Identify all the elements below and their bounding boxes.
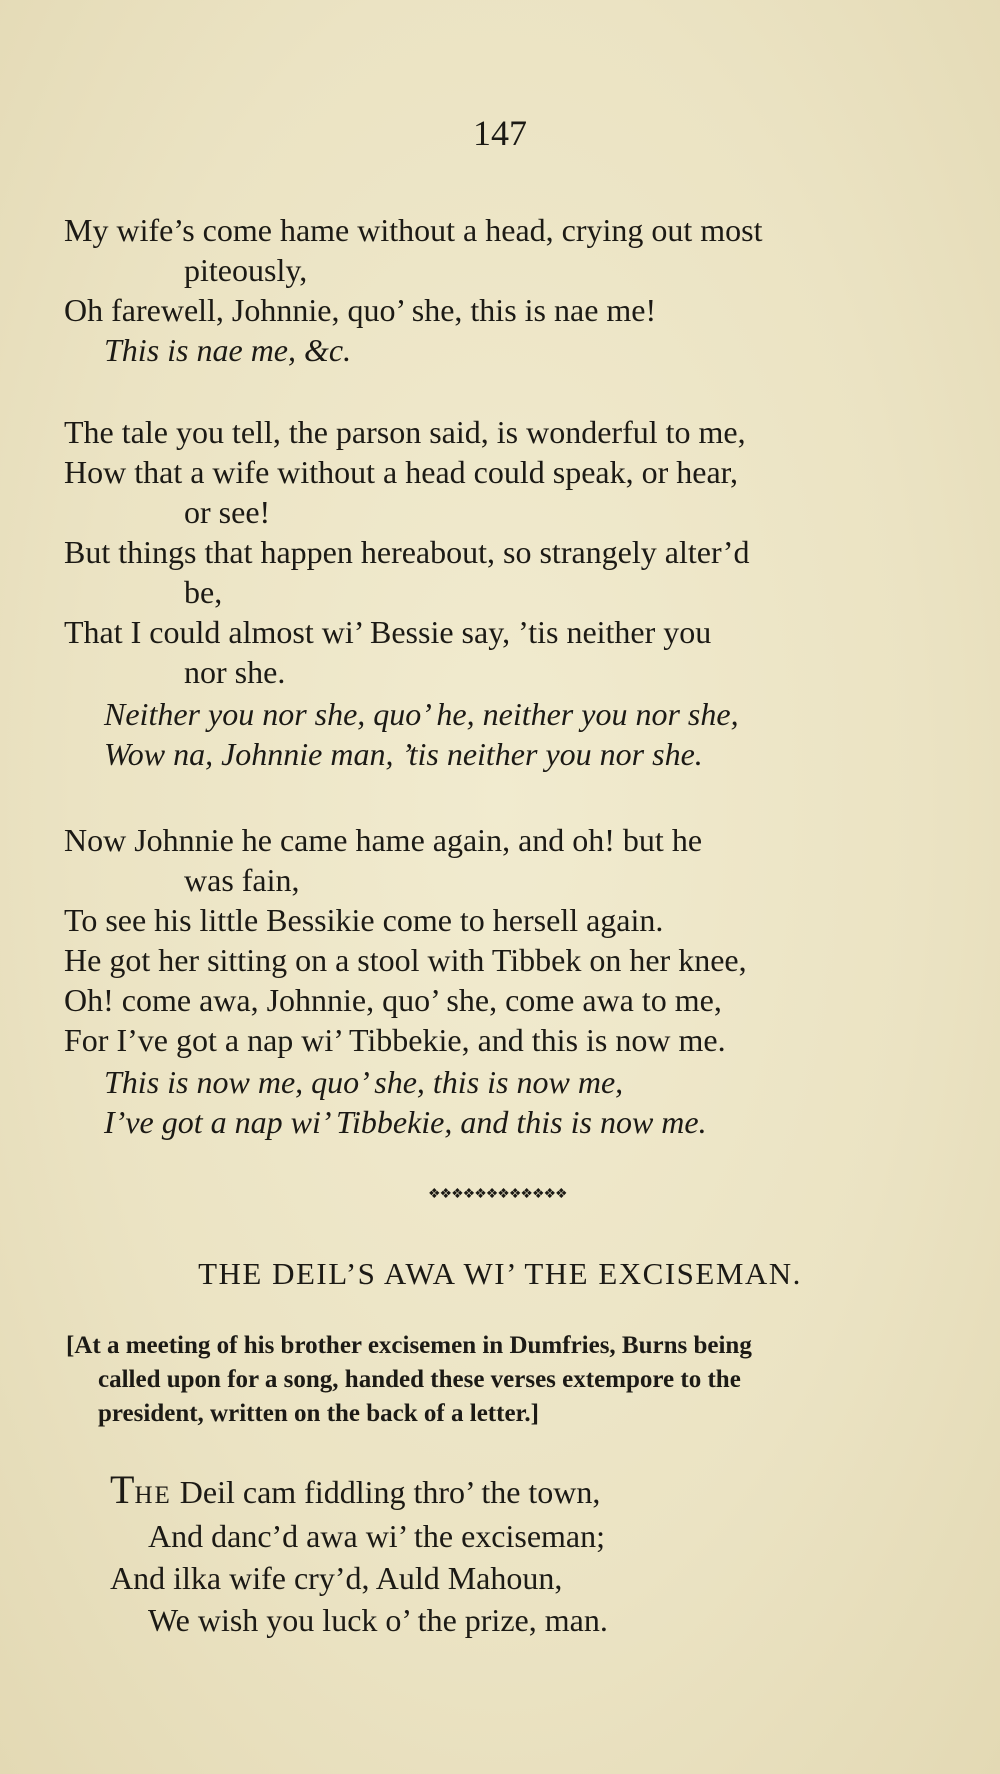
ornament-divider: ❖❖❖❖❖❖❖❖❖❖❖❖	[428, 1187, 567, 1200]
stanza2-line3: or see!	[184, 494, 271, 530]
stanza3-refrain1: This is now me, quo’ she, this is now me,	[104, 1064, 624, 1100]
page-number: 147	[473, 113, 527, 153]
stanza3-line5: Oh! come awa, Johnnie, quo’ she, come awa to me,	[64, 982, 722, 1018]
stanza2-line4: But things that happen hereabout, so strangely alter’d	[64, 534, 750, 570]
stanza2-refrain2: Wow na, Johnnie man, ’tis neither you nor she.	[104, 736, 703, 772]
stanza1-line3: Oh farewell, Johnnie, quo’ she, this is nae me!	[64, 292, 657, 328]
stanza3-refrain2: I’ve got a nap wi’ Tibbekie, and this is now me.	[104, 1104, 707, 1140]
stanza2-line6: That I could almost wi’ Bessie say, ’tis neither you	[64, 614, 712, 650]
headnote-line1: [At a meeting of his brother excisemen in Dumfries, Burns being	[66, 1332, 752, 1359]
verse-line1-text: Deil cam fiddling thro’ the town,	[171, 1474, 601, 1510]
stanza2-line1: The tale you tell, the parson said, is wonderful to me,	[64, 414, 746, 450]
headnote-line2: called upon for a song, handed these verses extempore to the	[98, 1366, 741, 1393]
stanza3-line2: was fain,	[184, 862, 300, 898]
stanza2-line7: nor she.	[184, 654, 286, 690]
stanza1-refrain: This is nae me, &c.	[104, 332, 352, 368]
small-caps-word: HE	[134, 1482, 172, 1509]
stanza2-refrain1: Neither you nor she, quo’ he, neither you nor she,	[104, 696, 739, 732]
stanza1-line2: piteously,	[184, 252, 308, 288]
stanza3-line3: To see his little Bessikie come to hersell again.	[64, 902, 664, 938]
stanza3-line1: Now Johnnie he came hame again, and oh! but he	[64, 822, 703, 858]
drop-initial: T	[110, 1467, 135, 1512]
stanza2-line5: be,	[184, 574, 223, 610]
verse-line3: And ilka wife cry’d, Auld Mahoun,	[110, 1560, 563, 1596]
verse-line1	[110, 1467, 601, 1516]
stanza2-line2: How that a wife without a head could speak, or hear,	[64, 454, 739, 490]
verse-line2: And danc’d awa wi’ the exciseman;	[148, 1518, 605, 1554]
stanza3-line4: He got her sitting on a stool with Tibbek on her knee,	[64, 942, 747, 978]
stanza1-line1: My wife’s come hame without a head, crying out most	[64, 212, 763, 248]
song-title: THE DEIL’S AWA WI’ THE EXCISEMAN.	[198, 1256, 802, 1291]
headnote-line3: president, written on the back of a letter.]	[98, 1400, 539, 1427]
stanza3-line6: For I’ve got a nap wi’ Tibbekie, and this is now me.	[64, 1022, 726, 1058]
verse-line4: We wish you luck o’ the prize, man.	[148, 1602, 608, 1638]
